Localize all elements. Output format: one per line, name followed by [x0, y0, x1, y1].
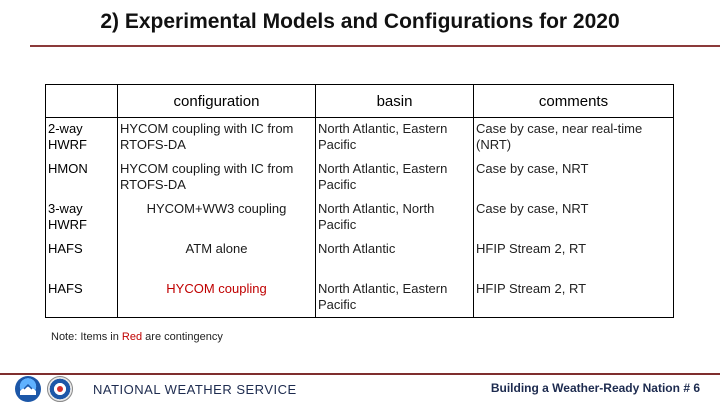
- nws-logo-icon: [47, 376, 73, 402]
- models-table: [45, 84, 674, 318]
- page-number: # 6: [683, 381, 700, 395]
- comments-cell: Case by case, near real-time (NRT): [474, 118, 674, 158]
- title-divider: [30, 45, 720, 47]
- comments-cell: Case by case, NRT: [474, 158, 674, 198]
- basin-cell: North Atlantic, Eastern Pacific: [316, 278, 474, 318]
- header-configuration: configuration: [118, 85, 316, 118]
- table-row: [46, 198, 674, 238]
- table-row: [46, 158, 674, 198]
- header-model: [46, 85, 118, 118]
- model-cell: HMON: [46, 158, 118, 198]
- contingency-note: [51, 331, 223, 343]
- note-prefix: Note: Items in: [51, 331, 122, 343]
- configuration-cell: ATM alone: [118, 238, 316, 278]
- model-cell: 3-way HWRF: [46, 198, 118, 238]
- configuration-cell: HYCOM+WW3 coupling: [118, 198, 316, 238]
- basin-cell: North Atlantic, Eastern Pacific: [316, 158, 474, 198]
- noaa-logo-icon: [15, 376, 41, 402]
- note-red-word: Red: [121, 331, 143, 343]
- table-row: [46, 238, 674, 278]
- model-cell: 2-way HWRF: [46, 118, 118, 158]
- model-cell: HAFS: [46, 278, 118, 318]
- header-basin: basin: [316, 85, 474, 118]
- footer-divider: [0, 373, 720, 375]
- tagline-text: Building a Weather-Ready Nation: [490, 381, 680, 395]
- comments-cell: HFIP Stream 2, RT: [474, 278, 674, 318]
- footer-tagline: [491, 381, 700, 395]
- configuration-cell-contingency: HYCOM coupling: [118, 278, 316, 318]
- slide-title: 2) Experimental Models and Configurations for 2020: [100, 10, 620, 33]
- configuration-cell: HYCOM coupling with IC from RTOFS-DA: [118, 118, 316, 158]
- basin-cell: North Atlantic, North Pacific: [316, 198, 474, 238]
- header-comments: comments: [474, 85, 674, 118]
- configuration-cell: HYCOM coupling with IC from RTOFS-DA: [118, 158, 316, 198]
- basin-cell: North Atlantic: [316, 238, 474, 278]
- comments-cell: Case by case, NRT: [474, 198, 674, 238]
- table-header-row: [46, 85, 674, 118]
- model-cell: HAFS: [46, 238, 118, 278]
- footer-branding: [15, 376, 297, 402]
- basin-cell: North Atlantic, Eastern Pacific: [316, 118, 474, 158]
- table-row: [46, 278, 674, 318]
- comments-cell: HFIP Stream 2, RT: [474, 238, 674, 278]
- agency-name: NATIONAL WEATHER SERVICE: [93, 381, 297, 397]
- note-suffix: are contingency: [142, 331, 223, 343]
- table-row: [46, 118, 674, 158]
